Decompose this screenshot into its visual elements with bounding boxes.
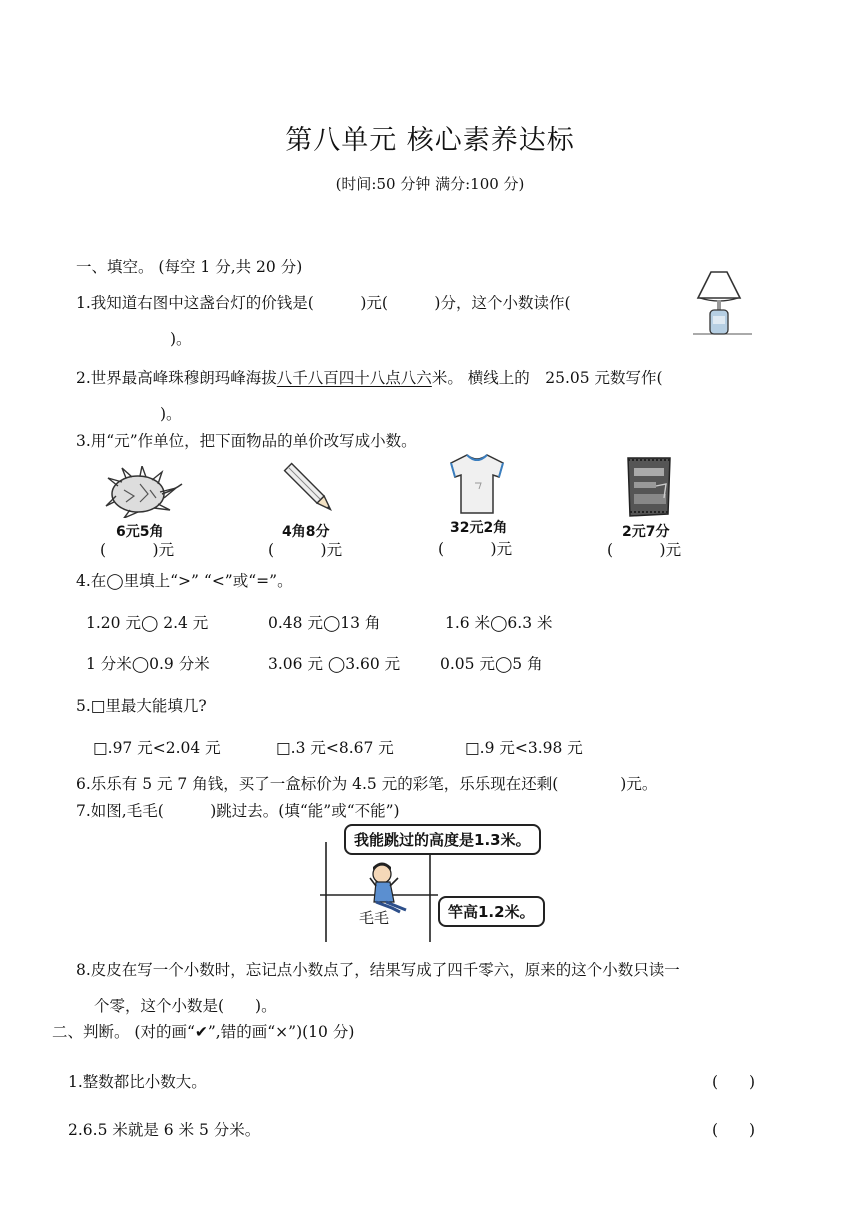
judge-item-1: 1.整数都比小数大。 [68,1073,207,1091]
q1-line2: )。 [170,330,192,348]
q2-line1 [76,366,663,388]
q3-blank-2: ( )元 [268,541,343,559]
table-lamp-icon [688,266,754,338]
q2-post: 米。 横线上的 25.05 元数写作( [431,369,663,387]
q3-price-1: 6元5角 [116,524,164,540]
q3-price-4: 2元7分 [622,524,670,540]
q2-line2: )。 [160,405,182,423]
q4-r2-b: 3.06 元 ◯3.60 元 [268,655,401,673]
dragon-fruit-icon [104,466,184,518]
exam-info: (时间:50 分钟 满分:100 分) [335,175,525,193]
q3-blank-1: ( )元 [100,541,175,559]
section1-heading: 一、填空。 (每空 1 分,共 20 分) [76,258,303,276]
q4-r2-a: 1 分米◯0.9 分米 [86,655,210,673]
q4-r2-c: 0.05 元◯5 角 [440,655,543,673]
page-title: 第八单元 核心素养达标 [285,125,575,156]
q5-item-1: □.97 元<2.04 元 [93,739,221,757]
q2-pre: 2.世界最高峰珠穆朗玛峰海拔 [76,369,277,387]
judge-blank-2: ( ) [712,1121,756,1139]
q8-line1: 8.皮皮在写一个小数时，忘记点小数点了，结果写成了四千零六，原来的这个小数只读一 [76,961,680,979]
character-name-label: 毛毛 [359,909,390,927]
section2-heading: 二、判断。 (对的画“✔”,错的画“×”)(10 分) [52,1023,355,1041]
q4-r1-a: 1.20 元◯ 2.4 元 [86,614,209,632]
q3-price-3: 32元2角 [450,520,508,536]
q3-blank-3: ( )元 [438,540,513,558]
speech-bubble-jump-height: 我能跳过的高度是1.3米。 [344,824,541,855]
q7-text: 7.如图,毛毛( )跳过去。(填“能”或“不能”) [76,802,400,820]
judge-blank-1: ( ) [712,1073,756,1091]
q5-text: 5.□里最大能填几? [76,697,207,715]
q3-price-2: 4角8分 [282,524,330,540]
snack-bag-icon [626,456,672,518]
q6-text: 6.乐乐有 5 元 7 角钱，买了一盒标价为 4.5 元的彩笔，乐乐现在还剩( )元。 [76,775,658,793]
q4-text: 4.在◯里填上“>” “<”或“=”。 [76,572,293,590]
t-shirt-icon [449,453,505,515]
q5-item-3: □.9 元<3.98 元 [465,739,583,757]
q5-item-2: □.3 元<8.67 元 [276,739,394,757]
q3-blank-4: ( )元 [607,541,682,559]
q4-r1-c: 1.6 米◯6.3 米 [445,614,553,632]
q3-text: 3.用“元”作单位，把下面物品的单价改写成小数。 [76,432,417,450]
speech-bubble-pole-height: 竿高1.2米。 [438,896,545,927]
q8-line2: 个零，这个小数是( )。 [94,997,277,1015]
q1-line1: 1.我知道右图中这盏台灯的价钱是( )元( )分，这个小数读作( [76,294,571,312]
judge-item-2: 2.6.5 米就是 6 米 5 分米。 [68,1121,261,1139]
q4-r1-b: 0.48 元◯13 角 [268,614,381,632]
q2-underlined-number: 八千八百四十八点八六 [276,369,432,387]
pencil-icon [281,458,339,520]
